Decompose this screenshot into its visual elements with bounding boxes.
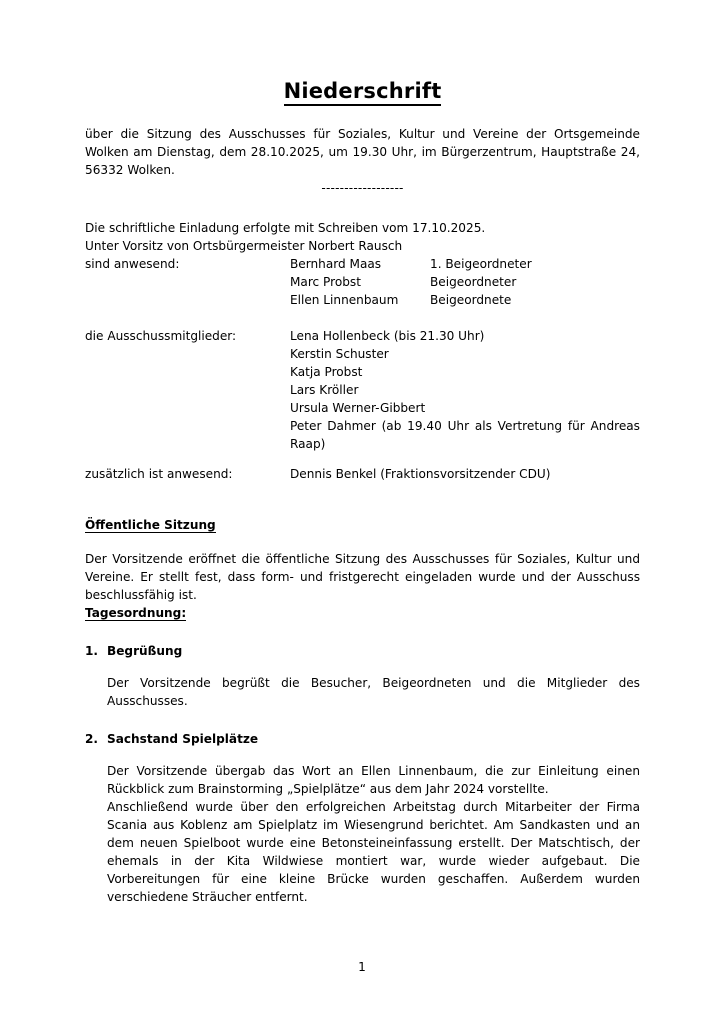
attendance-present-names	[290, 255, 430, 309]
agenda-item-2-paragraph: Der Vorsitzende übergab das Wort an Ellen Linnenbaum, die zur Einleitung einen Rückblick zum Brainstorming „Spielplätze“ aus dem Jahr 2024 vorstellte.	[107, 764, 640, 797]
intro-paragraph: über die Sitzung des Ausschusses für Soziales, Kultur und Vereine der Ortsgemeinde Wolken am Dienstag, dem 28.10.2025, um 19.30 Uhr, im Bürgerzentrum, Hauptstraße 24, 56332 Wolken.	[85, 127, 640, 178]
agenda-item-2-paragraph: Anschließend wurde über den erfolgreichen Arbeitstag durch Mitarbeiter der Firma Scania aus Koblenz am Spielplatz im Wiesengrund berichtet. Am Sandkasten und an dem neuen Spielboot wurde eine Betonsteineinfassung erstellt. Der Matschtisch, der ehemals in der Kita Wildwiese montiert war, wurde wieder aufgebaut. Die Vorbereitungen für eine kleine Brücke wurden geschaffen. Außerdem wurden verschiedene Sträucher entfernt.	[107, 800, 640, 905]
heading-public-session	[85, 516, 640, 534]
attendance-present-roles	[430, 255, 640, 309]
document-body	[85, 80, 640, 906]
attendee-role: 1. Beigeordneter	[430, 257, 532, 272]
attendance-additional	[85, 465, 640, 483]
attendee-name: Marc Probst	[290, 275, 361, 290]
agenda-item-2	[85, 730, 640, 906]
agenda-item-2-title: Sachstand Spielplätze	[107, 732, 259, 747]
agenda-item-1-title-row	[85, 642, 640, 660]
member-name: Katja Probst	[290, 365, 363, 380]
agenda-item-1-body	[85, 674, 640, 710]
invitation-paragraph: Die schriftliche Einladung erfolgte mit Schreiben vom 17.10.2025.	[85, 221, 486, 236]
attendance-present-label: sind anwesend:	[85, 257, 180, 272]
agenda-item-1	[85, 642, 640, 710]
attendance-members-names	[290, 327, 640, 453]
attendance-present	[85, 255, 640, 309]
heading-agenda	[85, 604, 640, 622]
attendee-name: Ellen Linnenbaum	[290, 293, 399, 308]
agenda-item-2-body	[85, 762, 640, 906]
agenda-item-1-title: Begrüßung	[107, 644, 183, 659]
public-session-paragraph: Der Vorsitzende eröffnet die öffentliche Sitzung des Ausschusses für Soziales, Kultur und Vereine. Er stellt fest, dass form- und fristgerecht eingeladen wurde und der Ausschuss beschlussfähig ist.	[85, 552, 640, 603]
attendance-members-label: die Ausschussmitglieder:	[85, 329, 237, 344]
agenda-item-1-number: 1.	[85, 644, 99, 659]
attendance-members	[85, 327, 640, 453]
heading-agenda-text: Tagesordnung:	[85, 606, 187, 621]
additional-attendee-name: Dennis Benkel (Fraktionsvorsitzender CDU)	[290, 467, 551, 482]
member-name: Lars Kröller	[290, 383, 359, 398]
attendee-role: Beigeordneter	[430, 275, 517, 290]
divider-dashes: ------------------	[321, 181, 404, 196]
member-name: Ursula Werner-Gibbert	[290, 401, 426, 416]
attendance-additional-label: zusätzlich ist anwesend:	[85, 467, 233, 482]
page-title	[85, 80, 640, 103]
page-number: 1	[358, 960, 366, 974]
chair-paragraph: Unter Vorsitz von Ortsbürgermeister Norbert Rausch	[85, 239, 403, 254]
attendee-name: Bernhard Maas	[290, 257, 382, 272]
agenda-item-1-paragraph: Der Vorsitzende begrüßt die Besucher, Beigeordneten und die Mitglieder des Ausschusses.	[107, 676, 640, 709]
attendee-role: Beigeordnete	[430, 293, 512, 308]
agenda-item-2-number: 2.	[85, 732, 99, 747]
member-name: Kerstin Schuster	[290, 347, 389, 362]
page-title-text: Niederschrift	[284, 79, 442, 106]
attendance-additional-names	[290, 465, 640, 483]
member-name: Peter Dahmer (ab 19.40 Uhr als Vertretung für Andreas Raap)	[290, 419, 640, 452]
agenda-item-2-title-row	[85, 730, 640, 748]
member-name: Lena Hollenbeck (bis 21.30 Uhr)	[290, 329, 485, 344]
heading-public-session-text: Öffentliche Sitzung	[85, 518, 216, 533]
